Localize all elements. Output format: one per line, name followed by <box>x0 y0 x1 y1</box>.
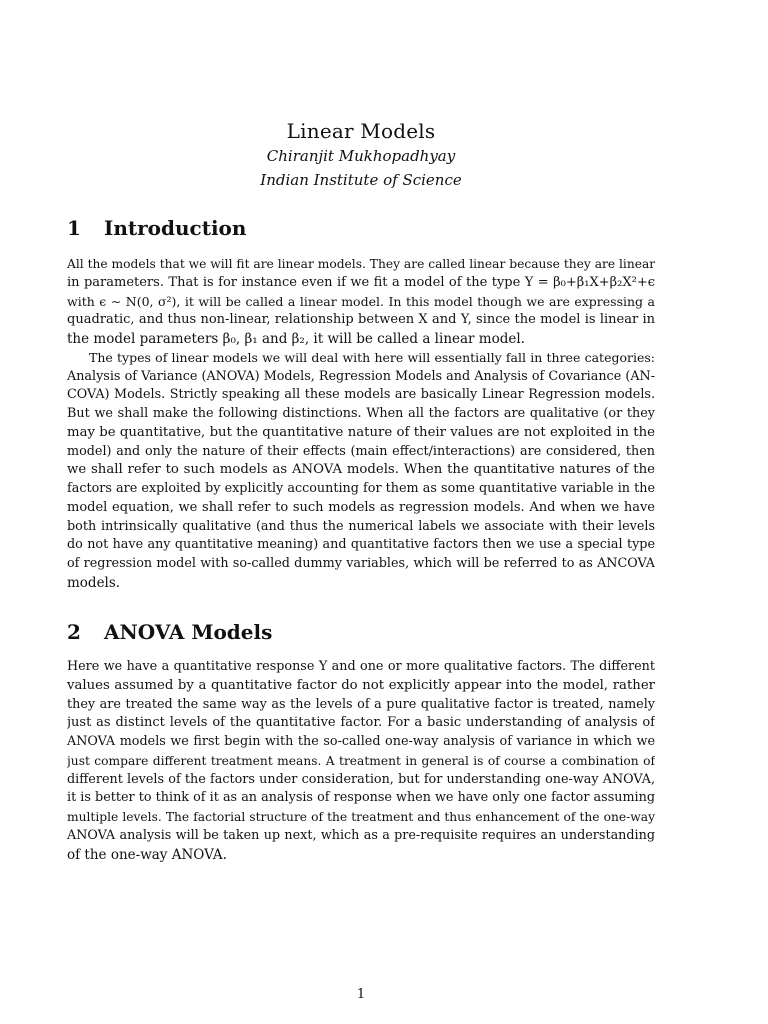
text-line: values assumed by a quantitative factor do not explicitly appear into the model, rather <box>67 677 655 693</box>
text-line: multiple levels. The factorial structure of the treatment and thus enhancement of the one-way <box>67 810 655 824</box>
introduction-body <box>67 255 655 593</box>
text-line: with ϵ ∼ N(0, σ²), it will be called a linear model. In this model though we are expressing a <box>67 293 655 309</box>
text-line: just as distinct levels of the quantitative factor. For a basic understanding of analysis of <box>67 715 655 731</box>
section-heading-anova-models <box>67 618 667 646</box>
text-line: just compare different treatment means. A treatment in general is of course a combination of <box>67 753 655 768</box>
text-line: models. <box>67 574 121 591</box>
text-line: we shall refer to such models as ANOVA models. When the quantitative natures of the <box>67 462 655 478</box>
text-line: Analysis of Variance (ANOVA) Models, Regression Models and Analysis of Covariance (AN- <box>67 368 655 384</box>
text-line: it is better to think of it as an analysis of response when we have only one factor assuming <box>67 790 655 806</box>
text-line: do not have any quantitative meaning) and quantitative factors then we use a special type <box>67 537 655 553</box>
text-line: of the one-way ANOVA. <box>67 846 227 863</box>
text-line: they are treated the same way as the levels of a pure qualitative factor is treated, namely <box>67 696 655 712</box>
section-title: Introduction <box>104 216 247 240</box>
text-line: factors are exploited by explicitly accounting for them as some quantitative variable in the <box>67 481 655 496</box>
section-title: ANOVA Models <box>104 620 273 644</box>
text-line: different levels of the factors under consideration, but for understanding one-way ANOVA, <box>67 771 655 787</box>
text-line: both intrinsically qualitative (and thus the numerical labels we associate with their levels <box>67 518 655 534</box>
title-block <box>0 118 722 192</box>
paper-title: Linear Models <box>286 119 436 143</box>
affiliation: Indian Institute of Science <box>260 171 462 189</box>
text-line: the model parameters β₀, β₁ and β₂, it will be called a linear model. <box>67 331 525 347</box>
section-heading-introduction <box>67 214 667 242</box>
anova-models-body <box>67 658 655 864</box>
text-line: But we shall make the following distinctions. When all the factors are qualitative (or they <box>67 406 655 421</box>
text-line: model) and only the nature of their effects (main effect/interactions) are considered, then <box>67 443 655 459</box>
text-line: ANOVA models we first begin with the so-called one-way analysis of variance in which we <box>67 734 655 749</box>
text-line: of regression model with so-called dummy variables, which will be referred to as ANCOVA <box>67 556 655 571</box>
text-line: The types of linear models we will deal with here will essentially fall in three categories: <box>89 349 655 365</box>
text-line: quadratic, and thus non-linear, relationship between X and Y, since the model is linear in <box>67 312 655 328</box>
text-line: COVA) Models. Strictly speaking all these models are basically Linear Regression models. <box>67 387 655 403</box>
text-line: ANOVA analysis will be taken up next, which as a pre-requisite requires an understanding <box>67 827 655 843</box>
section-number: 2 <box>67 620 81 644</box>
page-number: 1 <box>356 987 366 1002</box>
text-line: may be quantitative, but the quantitative nature of their values are not exploited in the <box>67 424 655 440</box>
text-line: in parameters. That is for instance even if we fit a model of the type Y = β₀+β₁X+β₂X²+ϵ <box>67 274 655 290</box>
section-number: 1 <box>67 216 81 240</box>
text-line: All the models that we will fit are linear models. They are called linear because they are linear <box>67 257 655 271</box>
text-line: model equation, we shall refer to such models as regression models. And when we have <box>67 499 655 515</box>
text-line: Here we have a quantitative response Y and one or more qualitative factors. The different <box>67 659 655 674</box>
author-name: Chiranjit Mukhopadhyay <box>266 147 456 165</box>
